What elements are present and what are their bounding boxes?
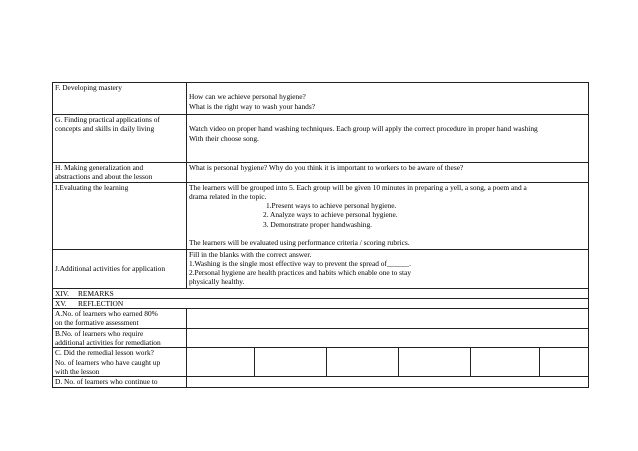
label-remedial-lesson: C. Did the remedial lesson work? No. of learners who have caught up with the lesson — [53, 348, 187, 377]
label-evaluating-learning: I.Evaluating the learning — [53, 182, 187, 249]
row-additional-activities — [53, 249, 589, 288]
section-remarks: XIV. REMARKS — [53, 288, 589, 298]
row-generalization — [53, 163, 589, 183]
answer-cell — [540, 348, 589, 377]
lesson-plan-table — [52, 82, 589, 388]
content-additional-activities: Fill in the blanks with the correct answer. 1.Washing is the single most effective way to prevent the spread of______. 2.Personal hygiene are health practices and habits which enable one to stay physically healthy. — [187, 249, 589, 288]
evaluation-list-item: 3. Demonstrate proper handwashing. — [263, 219, 372, 229]
answer-learners-continue — [187, 377, 589, 387]
content-evaluating-learning: The learners will be grouped into 5. Each group will be given 10 minutes in preparing a yell, a song, a poem and a drama related in the topic. 1.Present ways to achieve personal hygiene. 2. Analyze ways to achieve personal hygiene. 3. Demonstrate proper handwashing. The learners will be evaluated using performance criteria / scoring rubrics. — [187, 182, 589, 249]
label-learners-remediation: B.No. of learners who require additional activities for remediation — [53, 328, 187, 348]
row-learners-remediation — [53, 328, 589, 348]
answer-learners-remediation — [187, 328, 589, 348]
label-generalization: H. Making generalization and abstractions and about the lesson — [53, 163, 187, 183]
row-developing-mastery — [53, 83, 589, 115]
answer-cell — [255, 348, 327, 377]
row-practical-applications — [53, 115, 589, 163]
evaluation-list-item: 1.Present ways to achieve personal hygiene. — [266, 201, 397, 211]
answer-cell — [187, 348, 255, 377]
label-learners-earned-80: A.No. of learners who earned 80% on the formative assessment — [53, 309, 187, 329]
content-generalization: What is personal hygiene? Why do you think it is important to workers to be aware of these? — [187, 163, 589, 183]
answer-cell — [327, 348, 399, 377]
evaluation-list-item: 2. Analyze ways to achieve personal hygiene. — [263, 210, 398, 220]
label-learners-continue: D. No. of learners who continue to — [53, 377, 187, 387]
section-reflection: XV. REFLECTION — [53, 298, 589, 308]
content-practical-applications: Watch video on proper hand washing techniques. Each group will apply the correct procedure in proper hand washing With their choose song. — [187, 115, 589, 163]
content-developing-mastery: How can we achieve personal hygiene? What is the right way to wash your hands? — [187, 83, 589, 115]
label-additional-activities: J.Additional activities for application — [53, 249, 187, 288]
row-remedial-lesson — [53, 348, 589, 377]
label-practical-applications: G. Finding practical applications of concepts and skills in daily living — [53, 115, 187, 163]
row-learners-continue — [53, 377, 589, 387]
answer-cell — [399, 348, 471, 377]
row-evaluating-learning — [53, 182, 589, 249]
row-learners-earned-80 — [53, 309, 589, 329]
answer-learners-earned-80 — [187, 309, 589, 329]
answer-cell — [471, 348, 540, 377]
label-developing-mastery: F. Developing mastery — [53, 83, 187, 115]
